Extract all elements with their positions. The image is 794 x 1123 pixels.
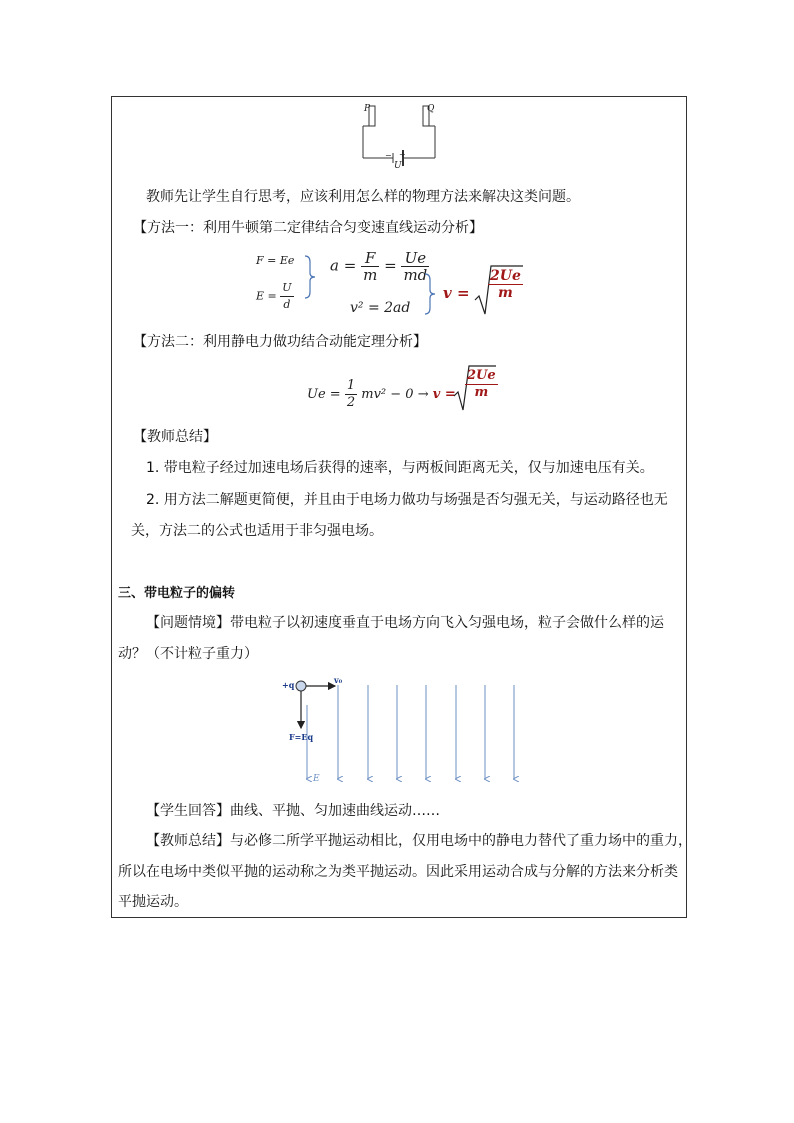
plate-p-label: P xyxy=(364,104,371,114)
capacitor-circuit-diagram xyxy=(355,100,445,168)
kinematics-equation: v² = 2ad xyxy=(350,300,411,316)
method2-result-fraction xyxy=(465,368,498,401)
right-brace xyxy=(423,272,437,316)
method1-result-lhs: v = xyxy=(443,284,470,302)
voltage-label: U xyxy=(394,161,402,168)
method2-result-lhs: v = xyxy=(432,387,456,402)
field-equation-denominator: d xyxy=(283,298,291,311)
summary-title: 【教师总结】 xyxy=(133,429,217,445)
field-equation xyxy=(256,280,294,313)
field-equation-lhs: E = xyxy=(256,289,277,303)
acceleration-equals: = xyxy=(384,256,397,275)
summary-item-1: 1. 带电粒子经过加速电场后获得的速率，与两板间距离无关，仅与加速电压有关。 xyxy=(146,460,654,476)
left-brace xyxy=(303,254,317,300)
problem-line-1: 【问题情境】带电粒子以初速度垂直于电场方向飞入匀强电场，粒子会做什么样的运 xyxy=(146,615,664,631)
charge-label: +q xyxy=(282,680,295,690)
teacher-summary-line-3: 平抛运动。 xyxy=(118,894,188,910)
teacher-summary-line-2: 所以在电场中类似平抛的运动称之为类平抛运动。因此采用运动合成与分解的方法来分析类 xyxy=(118,864,678,880)
plate-q-label: Q xyxy=(427,104,435,114)
acceleration-equation xyxy=(330,250,429,283)
velocity-label: v₀ xyxy=(334,675,343,685)
method1-result xyxy=(443,284,470,302)
intro-paragraph: 教师先让学生自行思考，应该利用怎么样的物理方法来解决这类问题。 xyxy=(146,189,580,205)
minus-terminal-label: − xyxy=(385,151,392,160)
acceleration-lhs: a = xyxy=(330,256,357,275)
method2-title: 【方法二：利用静电力做功结合动能定理分析】 xyxy=(133,334,427,350)
energy-lhs: Ue = xyxy=(307,387,341,402)
summary-item-2-line-1: 2. 用方法二解题更简便，并且由于电场力做功与场强是否匀强无关，与运动路径也无 xyxy=(146,492,668,508)
uniform-field-diagram xyxy=(280,675,525,787)
student-answer-tag: 【学生回答】 xyxy=(146,803,230,819)
teacher-summary-line-1 xyxy=(146,832,692,850)
energy-rest: mv² − 0 → xyxy=(361,387,429,402)
summary-item-2-line-2: 关，方法二的公式也适用于非匀强电场。 xyxy=(131,523,383,539)
student-answer-text: 曲线、平抛、匀加速曲线运动…… xyxy=(230,803,440,819)
method1-result-fraction xyxy=(488,268,523,301)
half-num: 1 xyxy=(346,378,356,393)
field-equation-numerator: U xyxy=(280,280,293,297)
student-answer xyxy=(146,802,440,820)
plus-terminal-label: + xyxy=(399,150,406,159)
half-den: 2 xyxy=(346,395,356,410)
method1-title: 【方法一：利用牛顿第二定律结合匀变速直线运动分析】 xyxy=(133,220,483,236)
teacher-summary-tag: 【教师总结】 xyxy=(146,833,230,849)
method2-result-den: m xyxy=(474,385,489,400)
method1-result-num: 2Ue xyxy=(490,268,521,284)
acceleration-num2: Ue xyxy=(401,250,429,267)
field-label: E xyxy=(313,774,320,784)
problem-line-2: 动？（不计粒子重力） xyxy=(118,646,258,662)
teacher-summary-line-1-text: 与必修二所学平抛运动相比，仅用电场中的静电力替代了重力场中的重力， xyxy=(230,833,692,849)
acceleration-den2: md xyxy=(403,266,428,284)
force-label: F=Eq xyxy=(289,732,314,742)
acceleration-den1: m xyxy=(363,266,378,284)
section-heading: 三、带电粒子的偏转 xyxy=(118,586,236,601)
charge-particle xyxy=(296,681,306,691)
method1-result-den: m xyxy=(498,285,513,301)
energy-equation xyxy=(307,378,456,411)
method2-result-num: 2Ue xyxy=(467,368,496,383)
acceleration-num1: F xyxy=(361,250,379,267)
force-equation: F = Ee xyxy=(256,254,295,267)
